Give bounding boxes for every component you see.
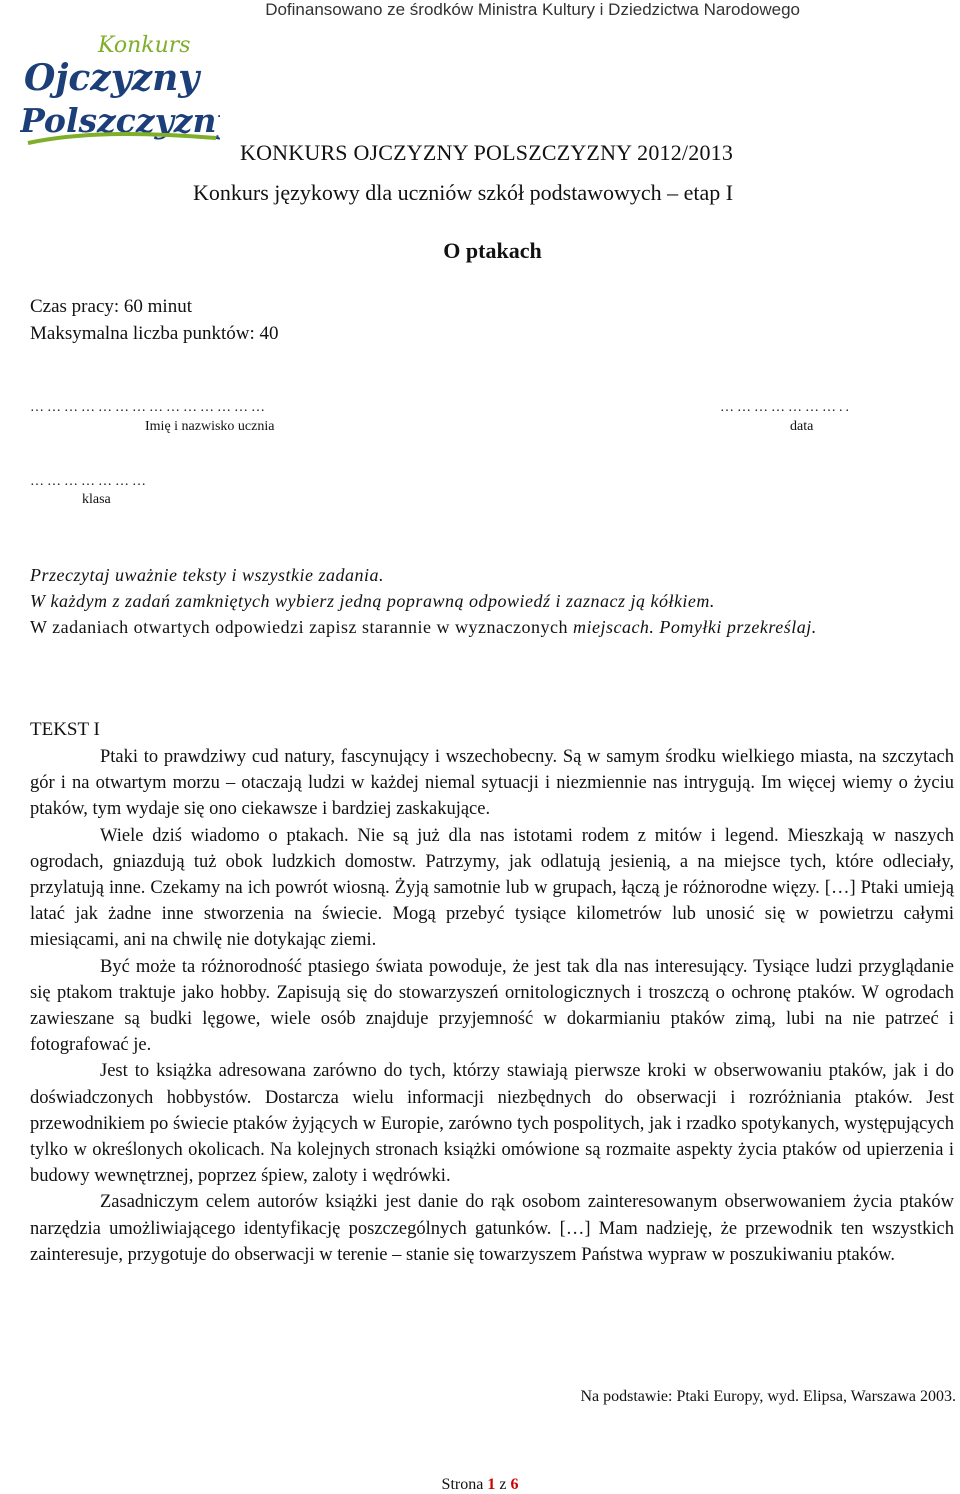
class-label: klasa bbox=[82, 492, 111, 507]
page-title: KONKURS OJCZYZNY POLSZCZYZNY 2012/2013 bbox=[240, 140, 734, 165]
instruction-3 bbox=[30, 614, 956, 640]
instruction-1: Przeczytaj uważnie teksty i wszystkie zadania. bbox=[30, 565, 384, 585]
topic-heading: O ptakach bbox=[443, 238, 542, 263]
contest-logo bbox=[20, 28, 220, 154]
instructions bbox=[30, 562, 956, 640]
of-word: z bbox=[499, 1476, 507, 1493]
paragraph: Wiele dziś wiadomo o ptakach. Nie są już dla nas istotami rodem z mitów i legend. Mieszkają w naszych ogrodach, gniazdują tuż obok ludzkich domostw. Patrzymy, jak odlatują jesienią, a na miejsce tych, które odleciały, przylatują inne. Czekamy na ich powrót wiosną. Żyją samotnie lub w grupach, łączą je różnorodne więzy. […] Ptaki umieją latać jak żadne inne stworzenia na świecie. Mogą przebyć tysiące kilometrów lub unosić się w powietrzu całymi miesiącami, ani na chwilę nie dotykając ziemi. bbox=[30, 825, 954, 951]
paragraph: Być może ta różnorodność ptasiego świata powoduje, że jest tak dla nas interesujący. Tysiące ludzi przyglądanie się ptakom traktuje jako hobby. Zapisują się do stowarzyszeń ornitologicznych i troszczą o ochronę ptaków. W ogrodach zawieszane są budki lęgowe, wiele osób znajduje przyjemność w dokarmianiu ptaków zimą, lubi na nie patrzeć i fotografować je. bbox=[30, 956, 954, 1056]
instruction-3-part-a: W zadaniach otwartych odpowiedzi zapisz starannie w wyznaczonych bbox=[30, 617, 568, 637]
logo-line-1: Konkurs bbox=[98, 33, 191, 58]
source-citation: Na podstawie: Ptaki Europy, wyd. Elipsa, Warszawa 2003. bbox=[580, 1388, 956, 1405]
page-footer bbox=[0, 1476, 960, 1494]
instruction-3-part-b: miejscach. Pomyłki przekreślaj. bbox=[572, 617, 817, 637]
paragraph: Jest to książka adresowana zarówno do tych, którzy stawiają pierwsze kroki w obserwowaniu ptaków, jak i do doświadczonych hobbystów. Dostarcza wielu informacji niezbędnych do obserwacji i rozróżniania ptaków. Jest przewodnikiem po świecie ptaków żyjących w Europie, zarówno tych pospolitych, jak i rzadko spotykanych, występujących tylko w określonych okolicach. Na kolejnych stronach książki omówione są rozmaite aspekty życia ptaków od upierzenia i budowy wewnętrznej, poprzez śpiew, zaloty i wędrówki. bbox=[30, 1061, 954, 1187]
paragraph: Zasadniczym celem autorów książki jest danie do rąk osobom zainteresowanym obserwowaniem życia ptaków narzędzia umożliwiającego identyfikację poszczególnych gatunków. […] Mam nadzieję, że przewodnik ten wszystkich zainteresuje, przygotuje do obserwacji w terenie – stanie się towarzyszem Państwa wypraw w poszukiwaniu ptaków. bbox=[30, 1192, 954, 1265]
reading-text bbox=[30, 744, 954, 1268]
logo-line-2: Ojczyzny bbox=[24, 57, 200, 99]
page-number: 1 bbox=[487, 1476, 496, 1493]
name-label: Imię i nazwisko ucznia bbox=[145, 419, 275, 434]
section-heading: TEKST I bbox=[30, 719, 100, 740]
instruction-2: W każdym z zadań zamkniętych wybierz jedną poprawną odpowiedź i zaznacz ją kółkiem. bbox=[30, 591, 715, 611]
page-word: Strona bbox=[441, 1476, 484, 1493]
paragraph: Ptaki to prawdziwy cud natury, fascynujący i wszechobecny. Są w samym środku wielkiego miasta, na szczytach gór i na otwartym morzu – otaczają ludzi w każdej niemal sytuacji i niezmiennie nas intrygują. Im więcej wiemy o życiu ptaków, tym wydaje się ono ciekawsze i bardziej zaskakujące. bbox=[30, 747, 954, 820]
page-subtitle: Konkurs językowy dla uczniów szkół podstawowych – etap I bbox=[193, 180, 734, 205]
exam-info bbox=[30, 293, 279, 347]
logo-line-3: Polszczyzny bbox=[20, 101, 220, 140]
sponsor-note: Dofinansowano ze środków Ministra Kultury i Dziedzictwa Narodowego bbox=[265, 0, 800, 19]
class-field[interactable]: ………………… bbox=[30, 474, 149, 489]
date-field[interactable]: ………………….. bbox=[720, 400, 852, 415]
page-total: 6 bbox=[510, 1476, 519, 1493]
name-field[interactable]: …………………………………… bbox=[30, 400, 268, 415]
time-limit: Czas pracy: 60 minut bbox=[30, 296, 192, 317]
date-label: data bbox=[790, 419, 814, 434]
max-points: Maksymalna liczba punktów: 40 bbox=[30, 323, 279, 344]
